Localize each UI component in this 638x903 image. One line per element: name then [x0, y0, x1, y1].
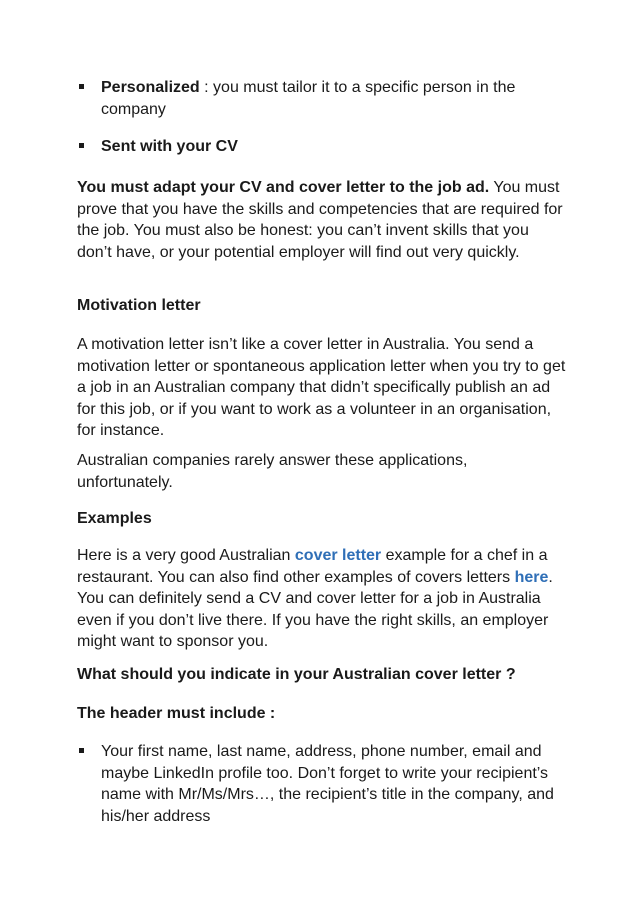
- bullet-icon: [79, 748, 84, 753]
- examples-text-2: example for a chef in a restaurant. You can also find other examples of covers letters: [77, 547, 548, 586]
- adapt-bold: You must adapt your CV and cover letter to the job ad.: [77, 179, 490, 196]
- section-heading: [77, 703, 567, 725]
- examples-paragraph: [77, 545, 567, 653]
- australian-paragraph: Australian companies rarely answer these applications, unfortunately.: [77, 452, 468, 491]
- section-heading: [77, 295, 567, 317]
- examples-heading: Examples: [77, 510, 152, 527]
- bullet-icon: [79, 143, 84, 148]
- list-item-bold: Personalized: [101, 79, 200, 96]
- examples-text-1: Here is a very good Australian: [77, 547, 295, 564]
- list-item-text: Your first name, last name, address, phone number, email and maybe LinkedIn profile too. Don’t forget to write your recipient’s name with Mr/Ms/Mrs…, the recipient’s title in the company, and his/her address: [101, 743, 554, 825]
- list-item-bold: Sent with your CV: [101, 138, 238, 155]
- adapt-text: You must prove that you have the skills and competencies that are required for the job. You must also be honest: you can’t invent skills that you don’t have, or your potential employer will find out very quickly.: [77, 179, 563, 261]
- motivation-heading: Motivation letter: [77, 297, 201, 314]
- bullet-icon: [79, 84, 84, 89]
- section-heading: [77, 664, 567, 686]
- section-heading: [77, 508, 567, 530]
- examples-text-3: . You can definitely send a CV and cover letter for a job in Australia even if you don’t live there. If you have the right skills, an employer might want to sponsor you.: [77, 568, 553, 650]
- motivation-paragraph: A motivation letter isn’t like a cover letter in Australia. You send a motivation letter or spontaneous application letter when you try to get a job in an Australian company that didn’t specifically publish an ad for this job, or if you want to work as a volunteer in an organisation, for instance.: [77, 336, 566, 439]
- adapt-paragraph: [77, 177, 567, 263]
- list-item-text: [101, 77, 567, 120]
- header-heading: The header must include :: [77, 705, 276, 722]
- here-link[interactable]: here: [514, 568, 549, 586]
- question-heading: What should you indicate in your Australian cover letter ?: [77, 666, 516, 683]
- list-item-text: [101, 136, 567, 158]
- list-item-rest: : you must tailor it to a specific person in the company: [101, 79, 516, 118]
- cover-letter-link[interactable]: cover letter: [294, 547, 382, 564]
